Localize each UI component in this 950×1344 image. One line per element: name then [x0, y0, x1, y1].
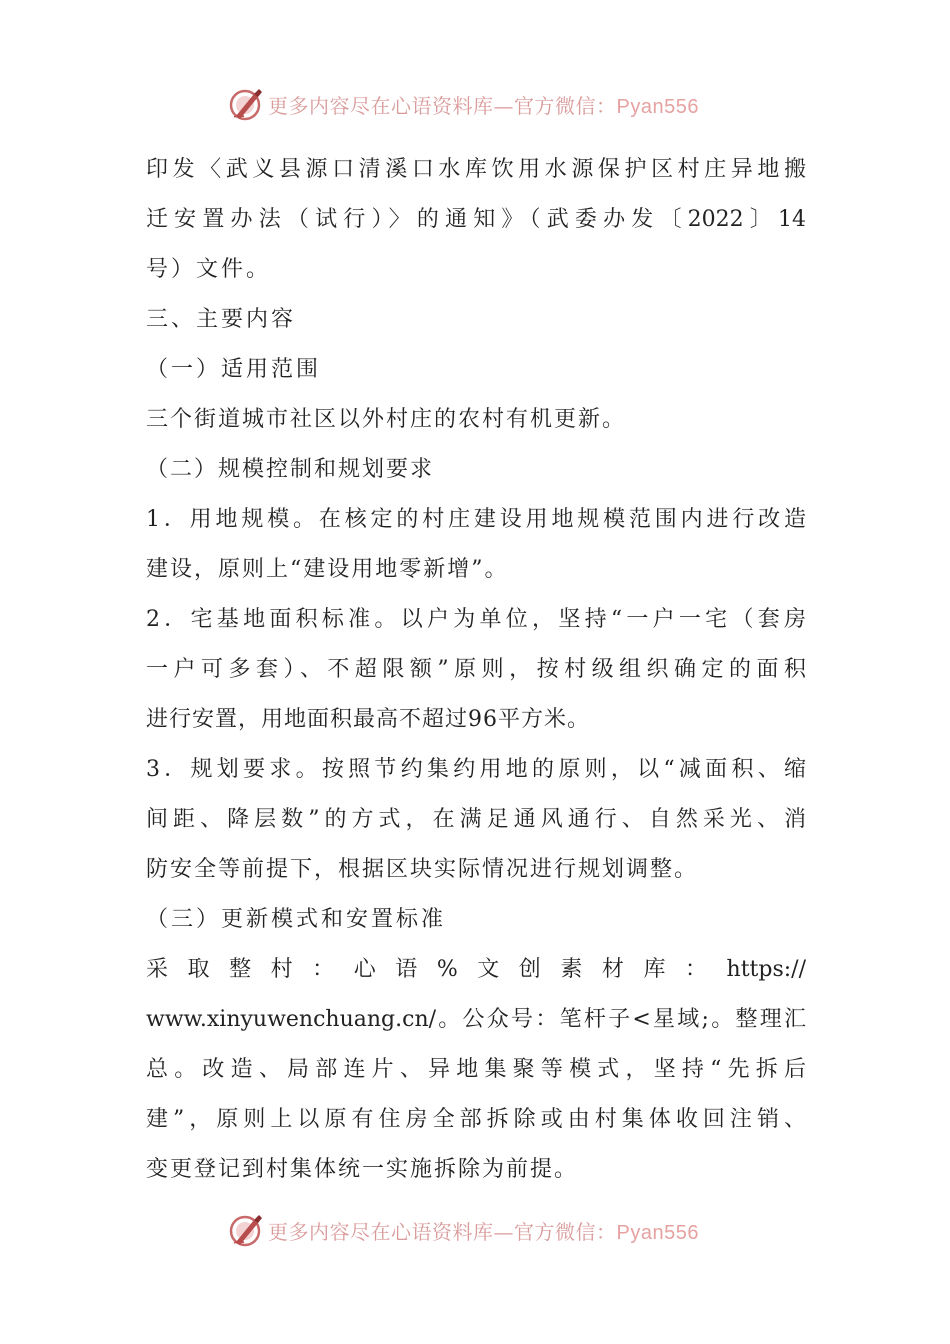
header-watermark [228, 84, 699, 124]
paragraph-line: 迁安置办法（试行）〉的通知》（武委办发〔2022〕14 [146, 207, 806, 232]
document-body [146, 145, 806, 1195]
paragraph-line: 一户可多套）、不超限额”原则，按村级组织确定的面积 [146, 657, 806, 682]
subsection-heading: （一）适用范围 [146, 357, 322, 382]
watermark-wechat-id: Pyan556 [616, 95, 699, 118]
paragraph-line: 防安全等前提下，根据区块实际情况进行规划调整。 [146, 857, 699, 882]
paragraph-line: 间距、降层数”的方式，在满足通风通行、自然采光、消 [146, 807, 806, 832]
watermark-text: 更多内容尽在心语资料库—官方微信：Pyan556 [268, 1219, 699, 1244]
pen-seal-logo-icon [228, 1212, 264, 1248]
subsection-heading: （三）更新模式和安置标准 [146, 907, 447, 932]
paragraph-line: 1．用地规模。在核定的村庄建设用地规模范围内进行改造 [146, 507, 806, 532]
paragraph-line: 变更登记到村集体统一实施拆除为前提。 [146, 1157, 579, 1182]
paragraph-line: 2．宅基地面积标准。以户为单位，坚持“一户一宅（套房 [146, 607, 806, 632]
paragraph-line: 三个街道城市社区以外村庄的农村有机更新。 [146, 407, 627, 432]
paragraph-line: 印发〈武义县源口清溪口水库饮用水源保护区村庄异地搬 [146, 157, 806, 182]
paragraph-line: www.xinyuwenchuang.cn/。公众号：笔杆子<星域;。整理汇 [146, 1007, 806, 1032]
section-heading: 三、主要内容 [146, 307, 297, 332]
watermark-text: 更多内容尽在心语资料库—官方微信：Pyan556 [268, 93, 699, 118]
paragraph-line: 进行安置，用地面积最高不超过96平方米。 [146, 707, 590, 732]
paragraph-line: 采取整村：心语%文创素材库：https:// [146, 957, 806, 982]
paragraph-line: 建设，原则上“建设用地零新增”。 [146, 557, 509, 582]
paragraph-line: 总。改造、局部连片、异地集聚等模式，坚持“先拆后 [146, 1057, 806, 1082]
subsection-heading: （二）规模控制和规划要求 [146, 457, 435, 482]
footer-watermark [228, 1210, 699, 1250]
paragraph-line: 3．规划要求。按照节约集约用地的原则，以“减面积、缩 [146, 757, 806, 782]
pen-seal-logo-icon [228, 86, 264, 122]
paragraph-line: 号）文件。 [146, 257, 272, 282]
watermark-wechat-id: Pyan556 [616, 1221, 699, 1244]
paragraph-line: 建”，原则上以原有住房全部拆除或由村集体收回注销、 [146, 1107, 806, 1132]
